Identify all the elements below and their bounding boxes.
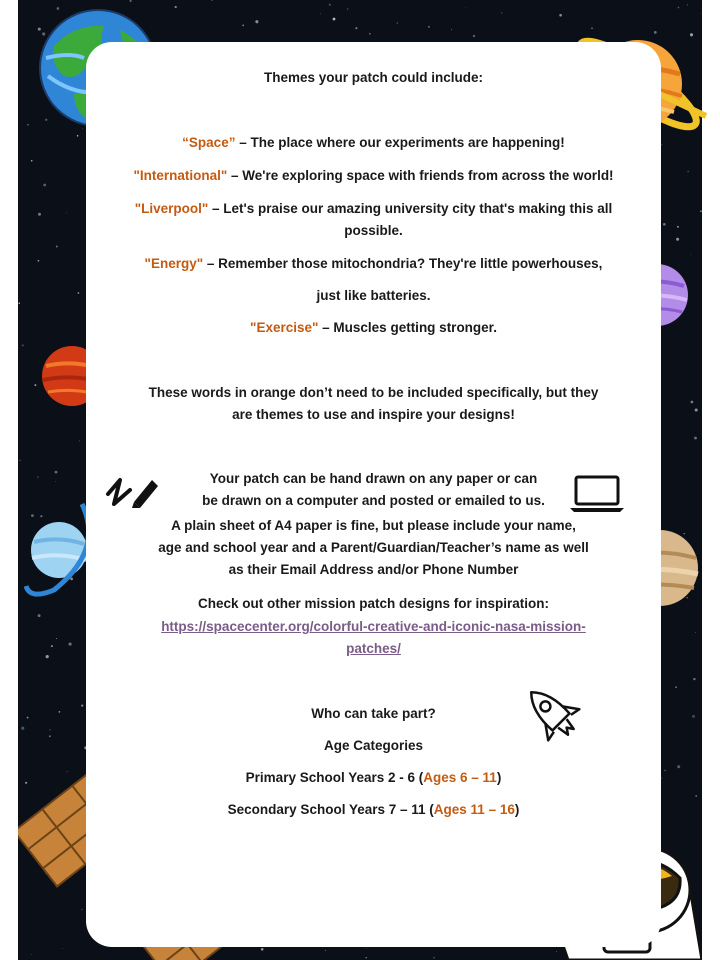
who-can-take-part: Who can take part? bbox=[311, 706, 436, 721]
page-heading: Themes your patch could include: bbox=[263, 70, 484, 85]
inspiration-label: Check out other mission patch designs for inspiration: bbox=[197, 596, 550, 611]
instruction-line-2: be drawn on a computer and posted or emailed to us. bbox=[202, 493, 545, 508]
instruction-line-3: A plain sheet of A4 paper is fine, but please include your name, bbox=[171, 518, 576, 533]
theme-line-exercise: "Exercise" – Muscles getting stronger. bbox=[250, 320, 497, 335]
theme-line-energy-cont: just like batteries. bbox=[316, 288, 431, 303]
primary-category: Primary School Years 2 - 6 (Ages 6 – 11) bbox=[245, 770, 502, 785]
theme-word: "International" bbox=[133, 168, 228, 183]
inspiration-link-line-1[interactable]: https://spacecenter.org/colorful-creative-and-iconic-nasa-mission- bbox=[161, 619, 586, 634]
theme-word: "Energy" bbox=[144, 256, 204, 271]
instruction-line-4: age and school year and a Parent/Guardian/Teacher’s name as well bbox=[158, 540, 589, 555]
theme-line-international: "International" – We're exploring space with friends from across the world! bbox=[133, 168, 614, 183]
theme-word: “Space” bbox=[182, 135, 236, 150]
theme-word: "Liverpool" bbox=[134, 201, 209, 216]
instruction-line-5: as their Email Address and/or Phone Number bbox=[228, 562, 519, 577]
note-line-1: These words in orange don’t need to be included specifically, but they bbox=[148, 385, 599, 400]
theme-line-liverpool-cont: possible. bbox=[344, 223, 403, 238]
inspiration-link-line-2[interactable]: patches/ bbox=[346, 641, 401, 656]
theme-line-space: “Space” – The place where our experiments are happening! bbox=[182, 135, 565, 150]
theme-word: "Exercise" bbox=[250, 320, 319, 335]
secondary-category: Secondary School Years 7 – 11 (Ages 11 – 16) bbox=[227, 802, 520, 817]
blue-planet-icon bbox=[24, 500, 94, 600]
theme-line-liverpool: "Liverpool" – Let's praise our amazing university city that's making this all bbox=[134, 201, 613, 216]
instruction-line-1: Your patch can be hand drawn on any paper or can bbox=[209, 471, 538, 486]
age-categories-title: Age Categories bbox=[323, 738, 424, 753]
theme-line-energy: "Energy" – Remember those mitochondria? They're little powerhouses, bbox=[144, 256, 603, 271]
note-line-2: are themes to use and inspire your designs! bbox=[232, 407, 515, 422]
